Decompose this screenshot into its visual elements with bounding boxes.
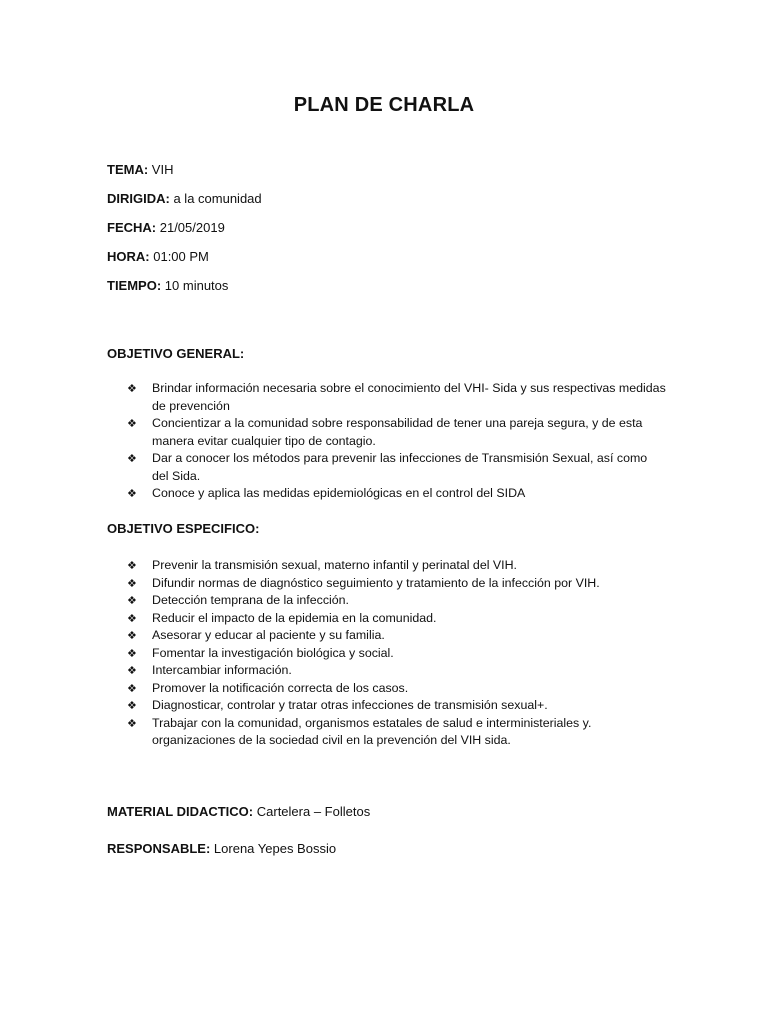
diamond-bullet-icon: ❖: [127, 576, 137, 590]
field-tema: [107, 162, 173, 178]
field-value: Lorena Yepes Bossio: [213, 841, 337, 856]
list-item: ❖ Promover la notificación correcta de los casos.: [127, 680, 667, 698]
diamond-bullet-icon: ❖: [127, 629, 137, 642]
objetivo-general-list: [127, 380, 667, 503]
diamond-bullet-icon: ❖: [127, 716, 137, 730]
section-heading-objetivo-especifico: OBJETIVO ESPECIFICO:: [107, 521, 260, 536]
page-title: PLAN DE CHARLA: [293, 94, 475, 116]
list-item: ❖ Difundir normas de diagnóstico seguimiento y tratamiento de la infección por VIH.: [127, 575, 667, 593]
list-item: ❖ Prevenir la transmisión sexual, materno infantil y perinatal del VIH.: [127, 557, 667, 575]
field-label: RESPONSABLE:: [107, 841, 211, 856]
field-tiempo: [107, 278, 228, 294]
field-fecha: [107, 220, 225, 236]
field-value: Cartelera – Folletos: [256, 804, 371, 819]
field-label: TIEMPO:: [107, 278, 162, 293]
field-value: a la comunidad: [173, 191, 262, 206]
diamond-bullet-icon: ❖: [127, 594, 137, 607]
diamond-bullet-icon: ❖: [127, 417, 137, 430]
list-item: ❖ Diagnosticar, controlar y tratar otras infecciones de transmisión sexual+.: [127, 697, 667, 715]
section-heading-objetivo-general: OBJETIVO GENERAL:: [107, 346, 245, 361]
objetivo-especifico-list: [127, 557, 667, 750]
field-value: 01:00 PM: [153, 249, 209, 264]
list-item: ❖ Concientizar a la comunidad sobre responsabilidad de tener una pareja segura, y de esta manera evitar cualquier tipo de contagio.: [127, 416, 643, 448]
field-hora: [107, 249, 209, 265]
diamond-bullet-icon: ❖: [127, 611, 137, 625]
list-item: ❖ Intercambiar información.: [127, 662, 667, 680]
field-value: 21/05/2019: [159, 220, 225, 235]
field-value: VIH: [151, 162, 174, 177]
list-item: ❖ Brindar información necesaria sobre el conocimiento del VHI- Sida y sus respectivas medidas de prevención: [127, 381, 666, 413]
field-label: HORA:: [107, 249, 150, 264]
list-item: ❖ Reducir el impacto de la epidemia en la comunidad.: [127, 610, 667, 628]
field-dirigida: [107, 191, 262, 207]
field-label: DIRIGIDA:: [107, 191, 170, 206]
list-item: ❖ Detección temprana de la infección.: [127, 592, 667, 610]
list-item: ❖ Dar a conocer los métodos para prevenir las infecciones de Transmisión Sexual, así como del Sida.: [127, 451, 648, 483]
diamond-bullet-icon: ❖: [127, 382, 137, 395]
list-item: ❖ Fomentar la investigación biológica y social.: [127, 645, 667, 663]
diamond-bullet-icon: ❖: [127, 699, 137, 712]
field-responsable: [107, 841, 336, 857]
diamond-bullet-icon: ❖: [127, 559, 137, 572]
field-label: TEMA:: [107, 162, 149, 177]
diamond-bullet-icon: ❖: [127, 646, 137, 660]
field-material-didactico: [107, 804, 370, 820]
diamond-bullet-icon: ❖: [127, 452, 137, 465]
field-label: FECHA:: [107, 220, 157, 235]
list-item: ❖ Asesorar y educar al paciente y su familia.: [127, 627, 667, 645]
field-value: 10 minutos: [164, 278, 229, 293]
diamond-bullet-icon: ❖: [127, 681, 137, 695]
list-item: ❖ Trabajar con la comunidad, organismos estatales de salud e interministeriales y. organizaciones de la sociedad civil en la prevención del VIH sida.: [127, 715, 592, 747]
diamond-bullet-icon: ❖: [127, 487, 137, 500]
field-label: MATERIAL DIDACTICO:: [107, 804, 254, 819]
list-item: ❖ Conoce y aplica las medidas epidemiológicas en el control del SIDA: [127, 485, 667, 503]
diamond-bullet-icon: ❖: [127, 664, 137, 677]
